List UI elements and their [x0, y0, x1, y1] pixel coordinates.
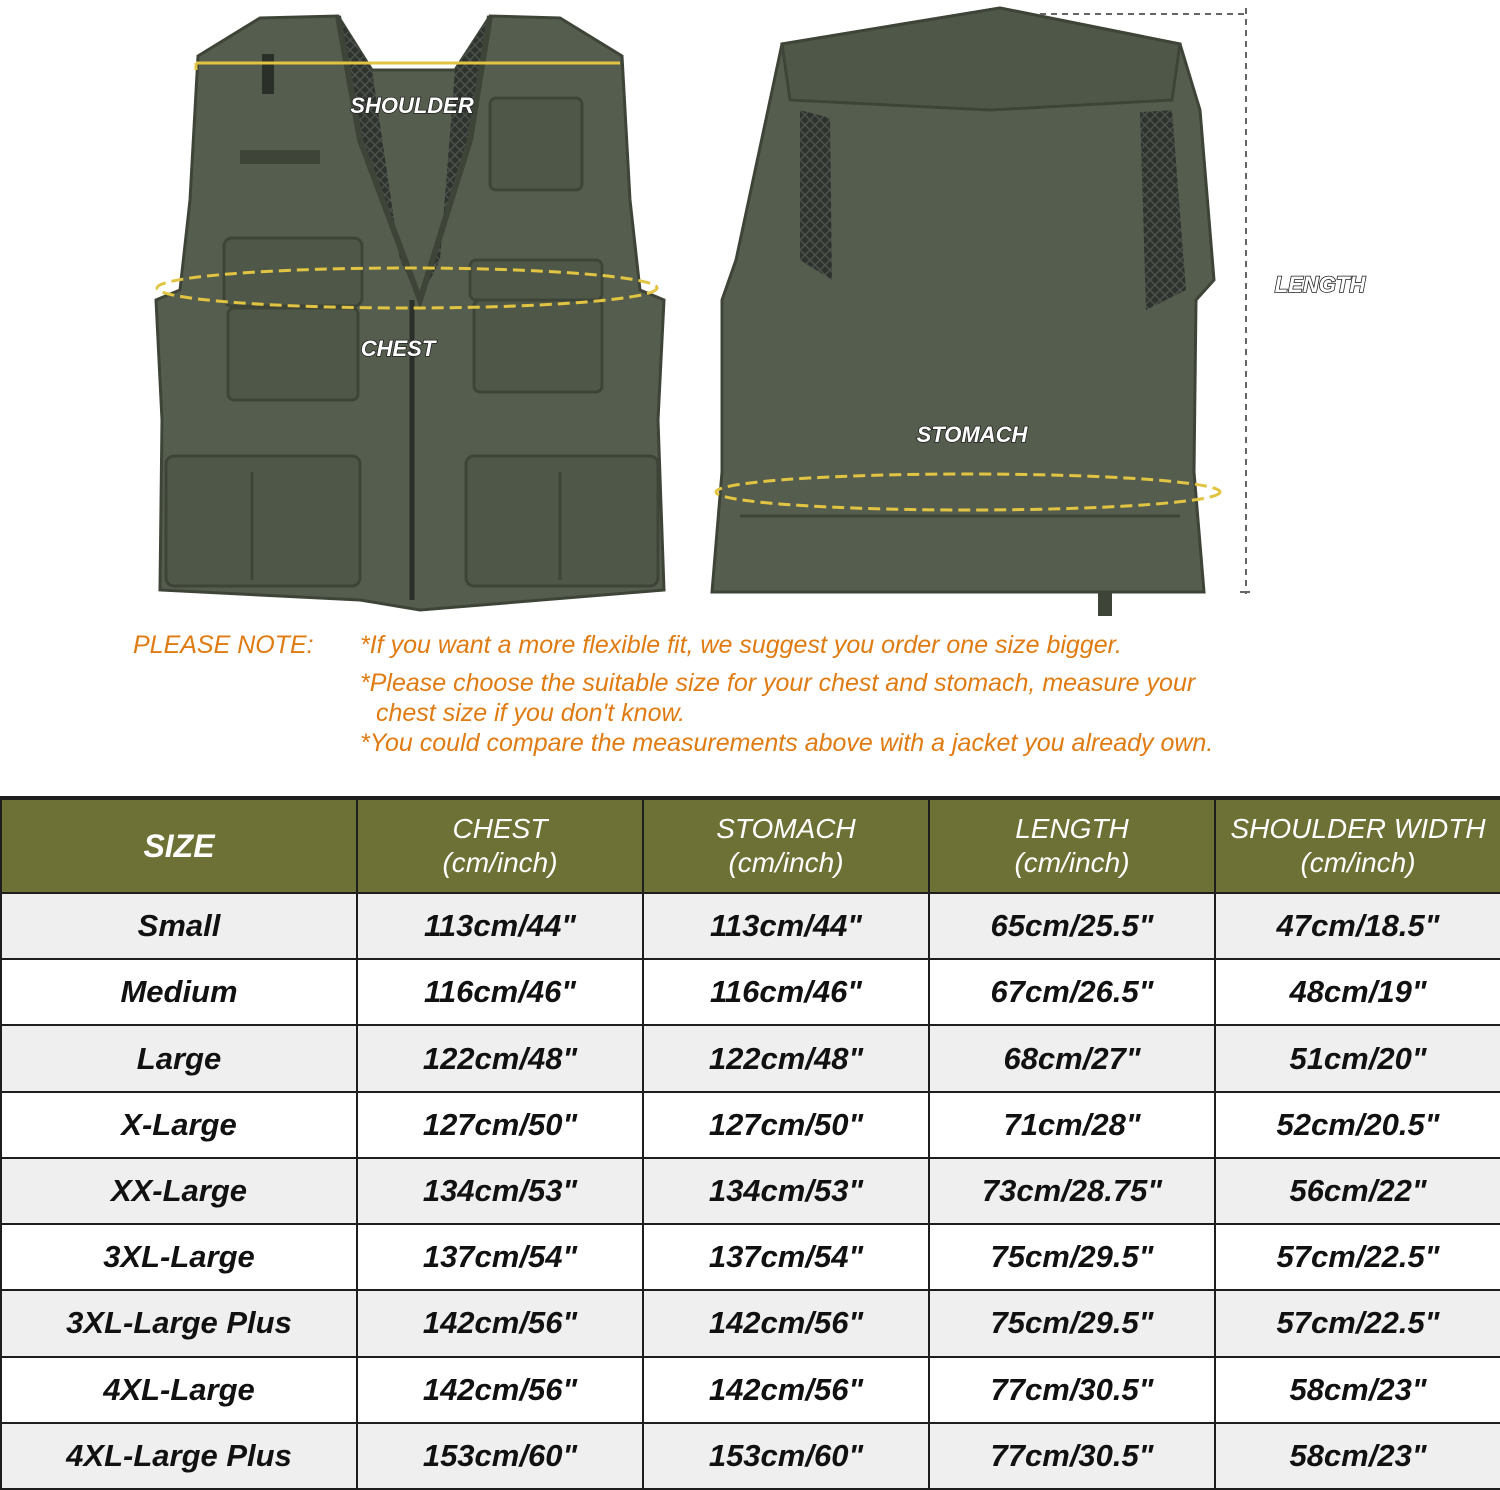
cell-stomach: 137cm/54" — [643, 1224, 929, 1290]
header-shoulder-title: SHOULDER WIDTH — [1230, 813, 1486, 844]
header-stomach-title: STOMACH — [716, 813, 856, 844]
stomach-label: STOMACH — [916, 422, 1028, 447]
header-shoulder-width — [1215, 798, 1500, 893]
note-line-4: *You could compare the measurements above with a jacket you already own. — [360, 729, 1214, 757]
cell-length: 75cm/29.5" — [929, 1290, 1215, 1356]
cell-chest: 113cm/44" — [357, 893, 643, 959]
cell-chest: 142cm/56" — [357, 1290, 643, 1356]
cell-shoulder-width: 52cm/20.5" — [1215, 1092, 1500, 1158]
note-line-2: *Please choose the suitable size for your chest and stomach, measure your — [360, 669, 1196, 697]
cell-chest: 137cm/54" — [357, 1224, 643, 1290]
cell-shoulder-width: 58cm/23" — [1215, 1357, 1500, 1423]
table-row — [1, 1290, 1500, 1356]
cell-size: Large — [1, 1025, 357, 1091]
cell-stomach: 116cm/46" — [643, 959, 929, 1025]
table-row — [1, 1224, 1500, 1290]
cell-shoulder-width: 51cm/20" — [1215, 1025, 1500, 1091]
vest-back-image — [712, 8, 1250, 616]
header-stomach — [643, 798, 929, 893]
cell-shoulder-width: 48cm/19" — [1215, 959, 1500, 1025]
cell-shoulder-width: 56cm/22" — [1215, 1158, 1500, 1224]
note-lead: PLEASE NOTE: — [133, 631, 314, 659]
cell-size: XX-Large — [1, 1158, 357, 1224]
cell-size: 4XL-Large Plus — [1, 1423, 357, 1489]
cell-chest: 116cm/46" — [357, 959, 643, 1025]
cell-length: 75cm/29.5" — [929, 1224, 1215, 1290]
cell-shoulder-width: 58cm/23" — [1215, 1423, 1500, 1489]
note-line-1: *If you want a more flexible fit, we suggest you order one size bigger. — [360, 631, 1122, 659]
cell-size: 3XL-Large Plus — [1, 1290, 357, 1356]
cell-stomach: 134cm/53" — [643, 1158, 929, 1224]
cell-length: 77cm/30.5" — [929, 1357, 1215, 1423]
header-size — [1, 798, 357, 893]
cell-size: Medium — [1, 959, 357, 1025]
header-chest-unit: (cm/inch) — [442, 847, 558, 878]
cell-length: 77cm/30.5" — [929, 1423, 1215, 1489]
cell-length: 65cm/25.5" — [929, 893, 1215, 959]
cell-length: 73cm/28.75" — [929, 1158, 1215, 1224]
header-length-unit: (cm/inch) — [1014, 847, 1130, 878]
cell-shoulder-width: 57cm/22.5" — [1215, 1224, 1500, 1290]
shoulder-label: SHOULDER — [350, 93, 474, 118]
header-length — [929, 798, 1215, 893]
chest-label: CHEST — [360, 336, 436, 361]
table-row — [1, 1092, 1500, 1158]
table-row — [1, 1423, 1500, 1489]
header-size-title: SIZE — [143, 828, 215, 864]
cell-length: 68cm/27" — [929, 1025, 1215, 1091]
cell-size: X-Large — [1, 1092, 357, 1158]
cell-chest: 134cm/53" — [357, 1158, 643, 1224]
cell-stomach: 122cm/48" — [643, 1025, 929, 1091]
table-row — [1, 893, 1500, 959]
cell-chest: 122cm/48" — [357, 1025, 643, 1091]
cell-stomach: 142cm/56" — [643, 1357, 929, 1423]
cell-stomach: 127cm/50" — [643, 1092, 929, 1158]
cell-size: 4XL-Large — [1, 1357, 357, 1423]
table-row — [1, 1357, 1500, 1423]
table-row — [1, 1025, 1500, 1091]
table-row — [1, 959, 1500, 1025]
header-shoulder-unit: (cm/inch) — [1300, 847, 1416, 878]
cell-size: Small — [1, 893, 357, 959]
cell-stomach: 153cm/60" — [643, 1423, 929, 1489]
cell-stomach: 113cm/44" — [643, 893, 929, 959]
cell-shoulder-width: 47cm/18.5" — [1215, 893, 1500, 959]
size-note — [0, 626, 1500, 766]
header-stomach-unit: (cm/inch) — [728, 847, 844, 878]
length-label: LENGTH — [1274, 272, 1366, 297]
cell-chest: 153cm/60" — [357, 1423, 643, 1489]
header-length-title: LENGTH — [1015, 813, 1129, 844]
header-chest — [357, 798, 643, 893]
cell-stomach: 142cm/56" — [643, 1290, 929, 1356]
cell-chest: 142cm/56" — [357, 1357, 643, 1423]
table-row — [1, 1158, 1500, 1224]
cell-size: 3XL-Large — [1, 1224, 357, 1290]
size-chart-table — [0, 796, 1500, 1490]
cell-chest: 127cm/50" — [357, 1092, 643, 1158]
cell-length: 71cm/28" — [929, 1092, 1215, 1158]
cell-shoulder-width: 57cm/22.5" — [1215, 1290, 1500, 1356]
header-chest-title: CHEST — [452, 813, 548, 844]
note-line-3: chest size if you don't know. — [376, 699, 686, 727]
table-header-row — [1, 798, 1500, 893]
cell-length: 67cm/26.5" — [929, 959, 1215, 1025]
